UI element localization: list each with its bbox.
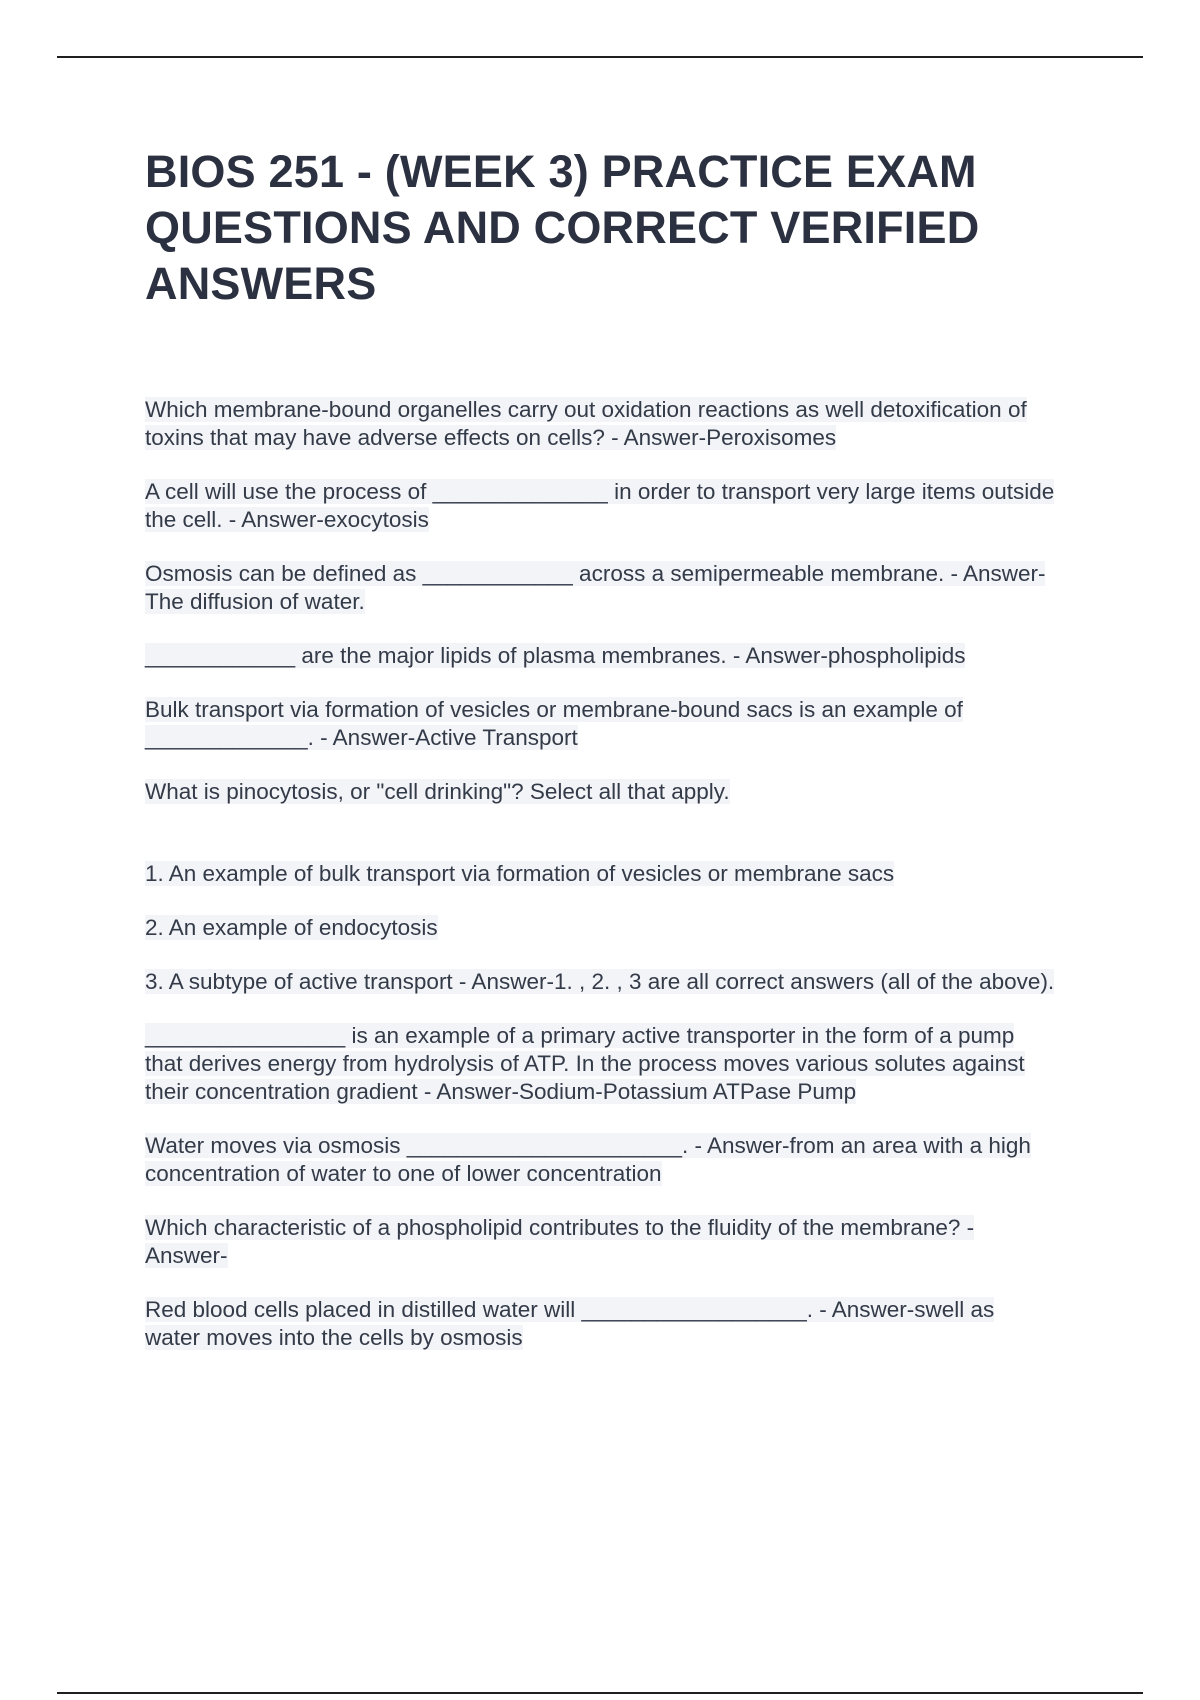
question-item [145,1296,1055,1352]
option-item [145,860,1055,888]
question-text: Which membrane-bound organelles carry out oxidation reactions as well detoxification of toxins that may have adverse effects on cells? - Answer-Peroxisomes [145,397,1027,450]
option-item [145,914,1055,942]
question-item [145,1132,1055,1188]
question-text: Red blood cells placed in distilled water will __________________. - Answer-swell as water moves into the cells by osmosis [145,1297,995,1350]
question-text: ____________ are the major lipids of plasma membranes. - Answer-phospholipids [145,643,966,668]
question-text: Bulk transport via formation of vesicles or membrane-bound sacs is an example of _____________. - Answer-Active Transport [145,697,963,750]
document-title: BIOS 251 - (WEEK 3) PRACTICE EXAM QUESTIONS AND CORRECT VERIFIED ANSWERS [145,146,980,309]
question-text: Which characteristic of a phospholipid contributes to the fluidity of the membrane? - Answer- [145,1215,975,1268]
question-item [145,642,1055,670]
question-text: ________________ is an example of a primary active transporter in the form of a pump that derives energy from hydrolysis of ATP. In the process moves various solutes against their concentration gradient - Answer-Sodium-Potassium ATPase Pump [145,1023,1025,1104]
question-item [145,478,1055,534]
question-item [145,1214,1055,1270]
question-item [145,1022,1055,1106]
option-text: 2. An example of endocytosis [145,915,438,940]
option-text: 1. An example of bulk transport via formation of vesicles or membrane sacs [145,861,895,886]
top-divider [57,56,1143,58]
question-item [145,560,1055,616]
option-text: 3. A subtype of active transport - Answer-1. , 2. , 3 are all correct answers (all of the above). [145,969,1055,994]
question-text: A cell will use the process of ______________ in order to transport very large items outside the cell. - Answer-exocytosis [145,479,1055,532]
question-list [145,396,1055,1378]
question-text: Osmosis can be defined as ____________ across a semipermeable membrane. - Answer-The diffusion of water. [145,561,1046,614]
question-text: Water moves via osmosis ______________________. - Answer-from an area with a high concentration of water to one of lower concentration [145,1133,1031,1186]
option-item [145,968,1055,996]
question-item [145,396,1055,452]
bottom-divider [57,1692,1143,1694]
question-text: What is pinocytosis, or "cell drinking"? Select all that apply. [145,779,730,804]
question-item [145,696,1055,752]
question-item [145,778,1055,806]
